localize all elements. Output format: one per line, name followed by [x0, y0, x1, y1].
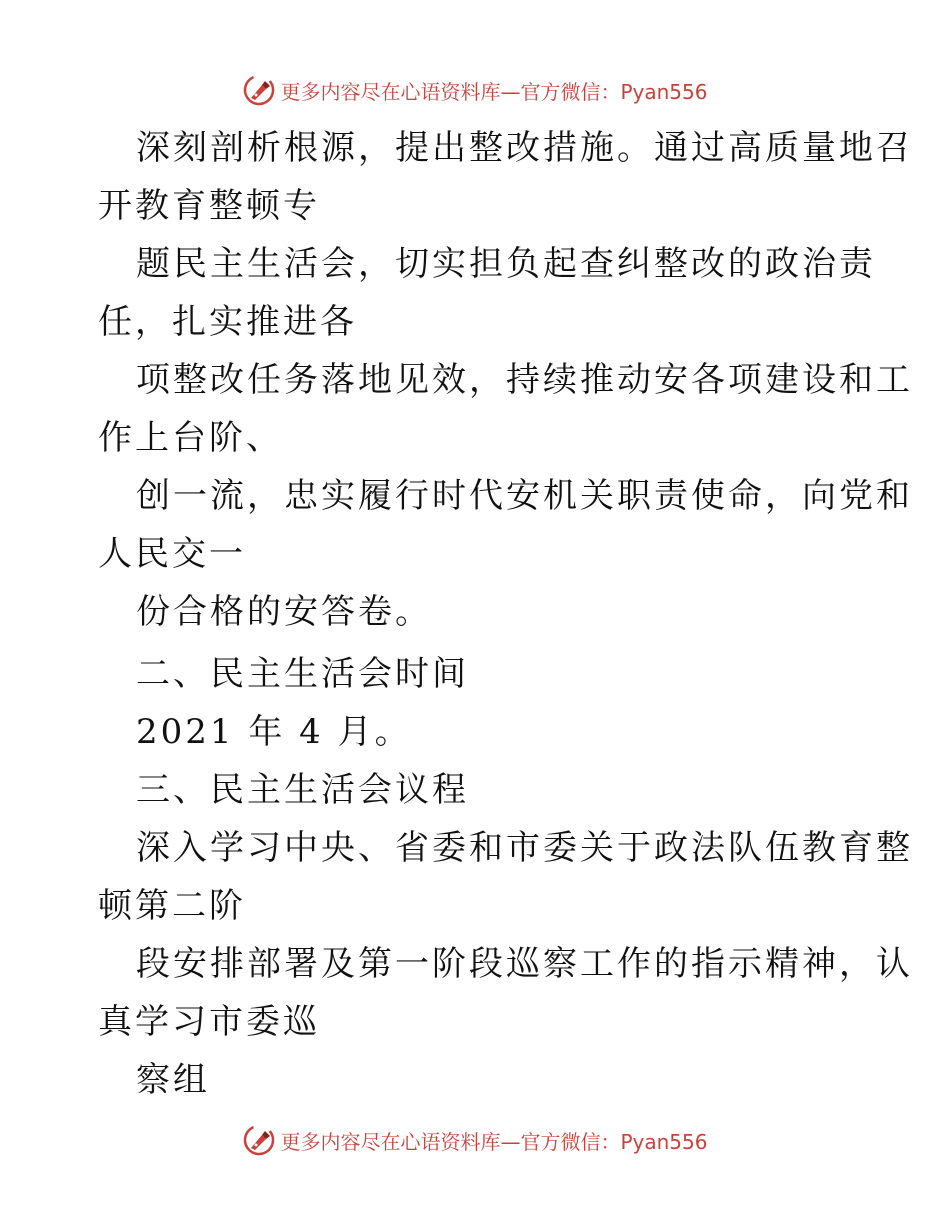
- text-line: 2021 年 4 月。: [136, 712, 412, 752]
- footer-banner-text: 更多内容尽在心语资料库—官方微信：Pyan556: [280, 1129, 708, 1154]
- text-line: 顿第二阶: [98, 886, 246, 926]
- pen-nib-logo-icon: [242, 1123, 276, 1157]
- section-heading: 三、民主生活会议程: [136, 770, 469, 810]
- text-line: 创一流，忠实履行时代安机关职责使命，向党和: [136, 476, 913, 516]
- text-line: 段安排部署及第一阶段巡察工作的指示精神，认: [136, 944, 913, 984]
- text-line: 开教育整顿专: [98, 186, 320, 226]
- header-banner-text: 更多内容尽在心语资料库—官方微信：Pyan556: [280, 79, 708, 104]
- text-line: 项整改任务落地见效，持续推动安各项建设和工: [136, 360, 913, 400]
- text-line: 深入学习中央、省委和市委关于政法队伍教育整: [136, 828, 913, 868]
- text-line: 题民主生活会，切实担负起查纠整改的政治责: [136, 244, 876, 284]
- section-heading: 二、民主生活会时间: [136, 654, 469, 694]
- text-line: 真学习市委巡: [98, 1002, 320, 1042]
- text-line: 察组: [136, 1060, 210, 1100]
- text-line: 作上台阶、: [98, 418, 283, 458]
- text-line: 深刻剖析根源，提出整改措施。通过高质量地召: [136, 128, 913, 168]
- footer-banner: [0, 1120, 950, 1160]
- text-line: 份合格的安答卷。: [136, 592, 432, 632]
- text-line: 任，扎实推进各: [98, 302, 357, 342]
- text-line: 人民交一: [98, 534, 246, 574]
